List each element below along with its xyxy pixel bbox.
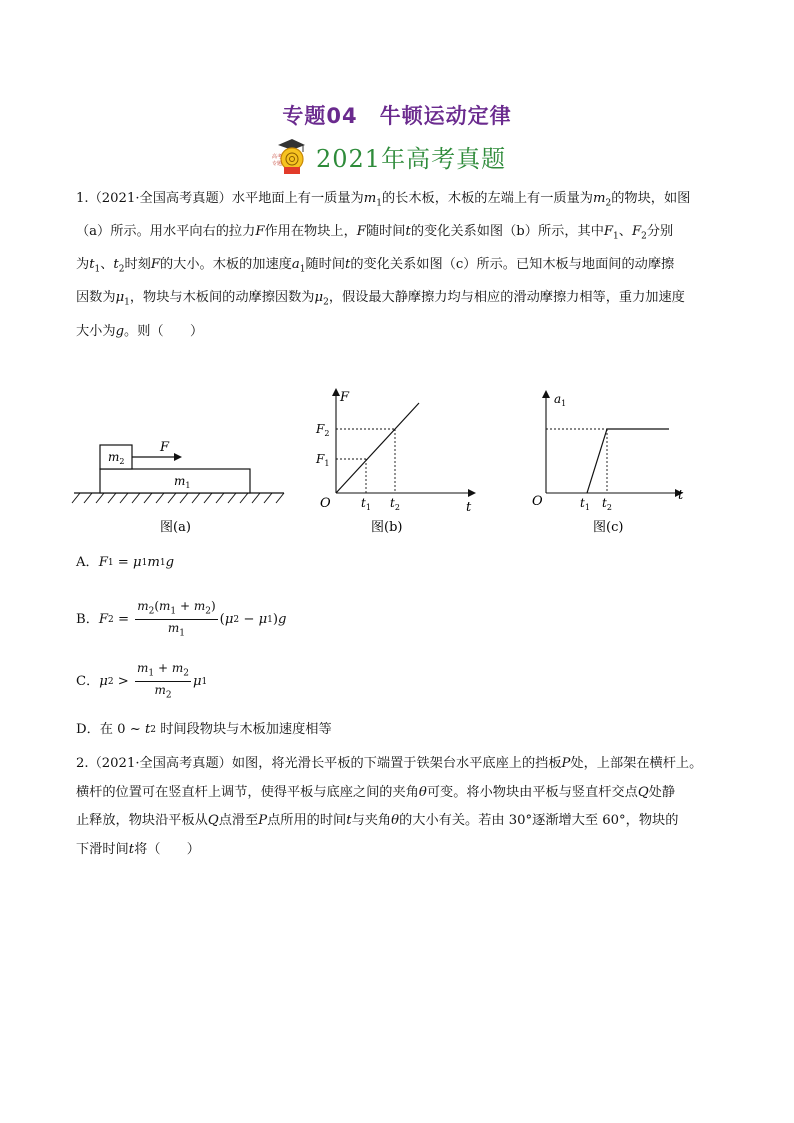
option-C[interactable]: C． μ 2 > $\frac{m_1 + m_2}{m_2}$ μ 1 [76,660,207,704]
label-m2: $m_2$ [108,450,125,466]
page-subtitle: 2021年高考真题 [316,144,507,173]
axis-t-label-c: t [678,488,684,503]
label-F: F [160,440,170,455]
axis-t-label: t [466,500,472,515]
option-D[interactable]: D． 在 0 ~ t 2 时间段物块与木板加速度相等 [76,722,332,737]
label-t2-c: $t_2$ [602,496,612,512]
origin-label: O [320,496,331,511]
figure-a [70,385,286,535]
fraction-B: $\frac{m_2(m_1 + m_2)}{m_1}$ [137,599,216,639]
line-F-t [336,403,419,493]
svg-text:专题: 专题 [272,161,283,167]
subtitle-block [272,136,506,176]
caption-b: 图(b) [371,520,403,535]
label-t1: $t_1$ [361,496,371,512]
figure-c [528,385,698,535]
axis-F-label: F [340,390,350,405]
label-F2: $F_2$ [316,422,330,438]
label-t2: $t_2$ [390,496,400,512]
caption-a: 图(a) [160,520,191,535]
page-title: 专题04 牛顿运动定律 [282,104,512,128]
option-B[interactable]: B． F 2 = $\frac{m_2(m_1 + m_2)}{m_1}$ ( μ 2 − μ 1 ) g [76,598,286,642]
figure-b [306,385,486,535]
label-t1-c: $t_1$ [580,496,590,512]
axis-a1-label: $a_1$ [554,392,567,408]
label-F1: $F_1$ [316,452,330,468]
question-2-stem: 2.（2021·全国高考真题）如图，将光滑长平板的下端置于铁架台水平底座上的挡板P处，上部架在横杆上。 横杆的位置可在竖直杆上调节，使得平板与底座之间的夹角θ可变。将小物块由平板与竖直杆交点Q处静 止释放，物块沿平板从Q点滑至P点所用的时间t与夹角θ的大小有关。若由 30°逐渐增大至 60°，物块的 下滑时间t将（ ） [76,756,703,857]
line-a1-rise [587,429,607,493]
question-1-stem: 1.（2021·全国高考真题）水平地面上有一质量为$m_1$的长木板，木板的左端上有一质量为$m_2$的物块，如图 （a）所示。用水平向右的拉力F作用在物块上，F随时间t的变化关系如图（b）所示，其中$F_1$、$F_2$分别 为$t_1$、$t_2$时刻F的大小。木板的加速度$a_1$随时间t的变化关系如图（c）所示。已知木板与地面间的动摩擦 因数为$\mu_1$，物块与木板间的动摩擦因数为$\mu_2$，假设最大静摩擦力均与相应的滑动摩擦力相等，重力加速度 大小为g。则（ ） [76,191,691,339]
origin-label-c: O [532,494,543,509]
fraction-C: $\frac{m_1 + m_2}{m_2}$ [137,661,189,701]
graduate-smiley-logo-icon [272,138,306,174]
caption-c: 图(c) [593,520,624,535]
label-m1: $m_1$ [174,474,191,490]
option-A[interactable]: A． F 1 = μ 1 m 1 g [76,555,175,570]
svg-text:高考: 高考 [272,154,283,160]
